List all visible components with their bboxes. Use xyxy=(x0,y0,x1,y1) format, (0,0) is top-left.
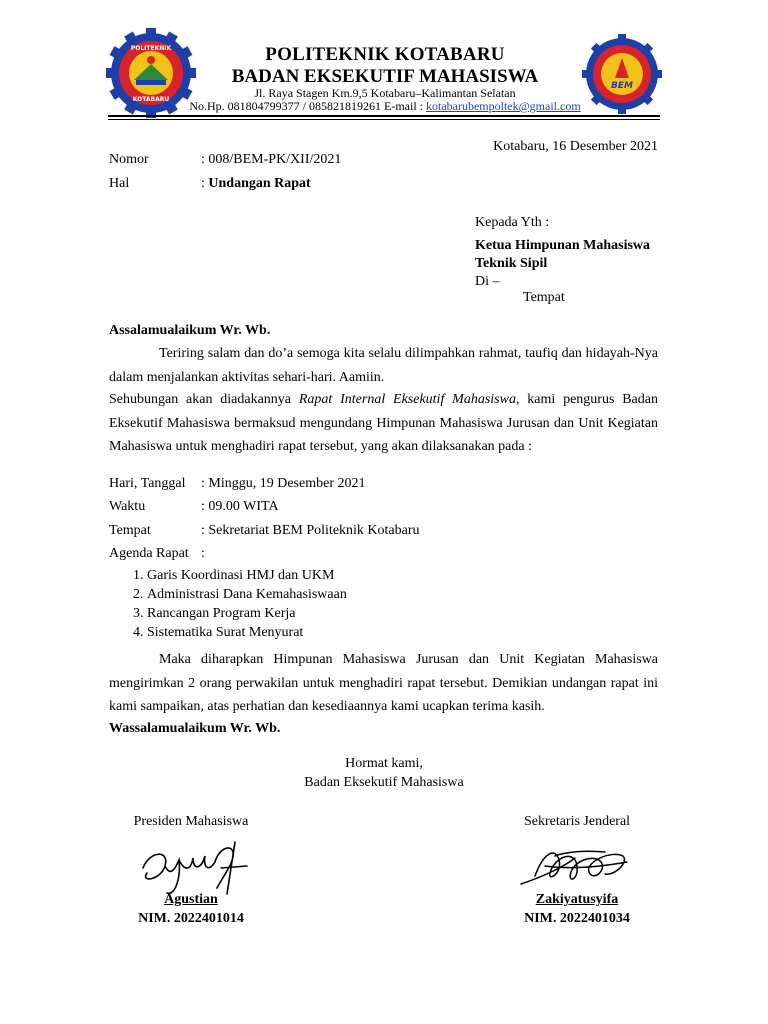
tempat-label: Tempat xyxy=(523,290,565,305)
bem-logo-center: BEM xyxy=(611,81,633,91)
contact-line xyxy=(160,99,610,114)
left-logo-ring-bottom: KOTABARU xyxy=(132,96,170,103)
detail-value-date: : Minggu, 19 Desember 2021 xyxy=(201,476,366,491)
signatory-1-name: Agustian xyxy=(164,892,218,907)
recipient-line-1: Ketua Himpunan Mahasiswa xyxy=(475,238,651,253)
paragraph-2 xyxy=(109,388,658,459)
agenda-item: 3. Rancangan Program Kerja xyxy=(147,604,347,623)
hal-colon: : xyxy=(201,176,209,191)
agenda-item: 2. Administrasi Dana Kemahasiswaan xyxy=(147,585,347,604)
contact-prefix: No.Hp. 081804799377 / 085821819261 E-mail : xyxy=(189,99,426,113)
di-text: Di – xyxy=(475,274,500,289)
paragraph-1 xyxy=(109,342,658,389)
email-link[interactable]: kotabarubempoltek@gmail.com xyxy=(425,99,581,113)
paragraph-2-start: Sehubungan akan diadakannya xyxy=(109,392,299,407)
left-logo-ring-top: POLITEKNIK xyxy=(130,45,172,52)
place-date: Kotabaru, 16 Desember 2021 xyxy=(493,139,658,154)
paragraph-1-text: Teriring salam dan do’a semoga kita selalu dilimpahkan rahmat, taufiq dan hidayah-Nya dalam menjalankan aktivitas sehari-hari. Aamiin. xyxy=(109,346,658,385)
paragraph-3 xyxy=(109,648,658,719)
agenda-item: 1. Garis Koordinasi HMJ dan UKM xyxy=(147,566,347,585)
greeting: Assalamualaikum Wr. Wb. xyxy=(109,323,271,338)
signatory-2-nim: NIM. 2022401034 xyxy=(524,911,630,926)
detail-label-agenda: Agenda Rapat xyxy=(109,546,189,561)
signatory-2-title: Sekretaris Jenderal xyxy=(523,814,631,829)
di-label xyxy=(475,271,500,292)
paragraph-2-rest: , kami pengurus Badan Eksekutif Mahasiswa bermaksud mengundang Himpunan Mahasiswa Jurusan dan Unit Kegiatan Mahasiswa untuk menghadiri rapat tersebut, yang akan dilaksanakan pada : xyxy=(109,392,658,454)
signatory-2-name: Zakiyatusyifa xyxy=(535,892,619,907)
regards-organization: Badan Eksekutif Mahasiswa xyxy=(304,775,464,790)
paragraph-3-text: Maka diharapkan Himpunan Mahasiswa Jurusan dan Unit Kegiatan Mahasiswa mengirimkan 2 orang perwakilan untuk menghadiri rapat tersebut. Demikian undangan rapat ini kami sampaikan, atas perhatian dan kesediaannya kami ucapkan terima kasih. xyxy=(109,652,658,714)
hal-value: Undangan Rapat xyxy=(208,176,311,191)
signatory-1-nim: NIM. 2022401014 xyxy=(138,911,244,926)
detail-value-time: : 09.00 WITA xyxy=(201,499,279,514)
closing-greeting: Wassalamualaikum Wr. Wb. xyxy=(109,721,281,736)
detail-label-date: Hari, Tanggal xyxy=(109,476,186,491)
detail-value-place: : Sekretariat BEM Politeknik Kotabaru xyxy=(201,523,420,538)
organization-name: BADAN EKSEKUTIF MAHASISWA xyxy=(231,66,539,87)
detail-label-place: Tempat xyxy=(109,523,151,538)
hal-value-line xyxy=(201,176,311,192)
nomor-label: Nomor xyxy=(109,152,149,167)
header-rule-thin xyxy=(108,119,660,120)
kepada-label: Kepada Yth : xyxy=(475,215,550,230)
nomor-value: : 008/BEM-PK/XII/2021 xyxy=(201,152,342,167)
institution-name: POLITEKNIK KOTABARU xyxy=(265,44,505,65)
detail-label-time: Waktu xyxy=(109,499,146,514)
hal-label: Hal xyxy=(109,176,130,191)
agenda-item: 4. Sistematika Surat Menyurat xyxy=(147,623,347,642)
detail-value-agenda: : xyxy=(201,546,205,561)
address-line: Jl. Raya Stagen Km.9,5 Kotabaru–Kalimantan Selatan xyxy=(254,86,516,100)
signatory-1-title: Presiden Mahasiswa xyxy=(133,814,249,829)
recipient-line-2: Teknik Sipil xyxy=(475,256,548,271)
header-rule-thick xyxy=(108,115,660,117)
agenda-list xyxy=(127,566,347,642)
meeting-name: Rapat Internal Eksekutif Mahasiswa xyxy=(298,392,516,407)
regards: Hormat kami, xyxy=(345,756,423,771)
